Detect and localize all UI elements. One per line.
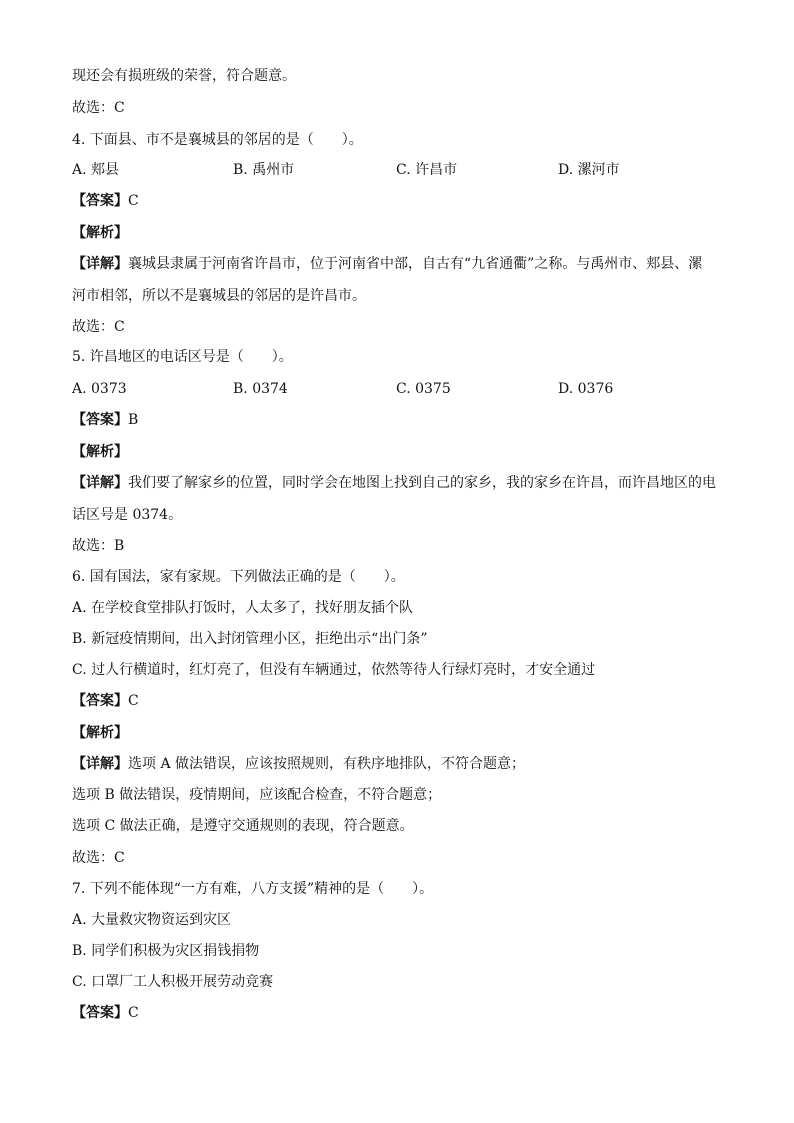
q6-option-b: B. 新冠疫情期间，出入封闭管理小区，拒绝出示“出门条” <box>72 631 428 647</box>
q5-option-d: D. 0376 <box>558 381 614 397</box>
analysis-tag: 【解析】 <box>72 225 128 241</box>
answer-tag: 【答案】 <box>72 412 128 428</box>
text-line: 选项 C 做法正确，是遵守交通规则的表现，符合题意。 <box>72 818 414 834</box>
q4-option-d: D. 漯河市 <box>558 162 620 178</box>
question-6: 6. 国有国法，家有家规。下列做法正确的是（ ）。 <box>72 569 405 585</box>
q5-option-c: C. 0375 <box>396 381 451 397</box>
answer-line <box>72 1003 139 1023</box>
q4-option-c: C. 许昌市 <box>396 162 458 178</box>
answer-tag: 【答案】 <box>72 1005 128 1021</box>
analysis-tag: 【解析】 <box>72 725 128 741</box>
answer-tag: 【答案】 <box>72 693 128 709</box>
detail-text: 选项 A 做法错误，应该按照规则，有秩序地排队，不符合题意； <box>128 756 526 772</box>
q7-option-a: A. 大量救灾物资运到灾区 <box>72 912 232 928</box>
detail-tag: 【详解】 <box>72 756 128 772</box>
analysis-line <box>72 723 128 743</box>
q4-option-a: A. 郏县 <box>72 162 120 178</box>
text-line: 故选：C <box>72 319 125 335</box>
q7-option-c: C. 口罩厂工人积极开展劳动竞赛 <box>72 974 274 990</box>
answer-value: C <box>128 693 139 709</box>
detail-text: 我们要了解家乡的位置，同时学会在地图上找到自己的家乡，我的家乡在许昌，而许昌地区的电 <box>128 475 716 491</box>
question-5: 5. 许昌地区的电话区号是（ ）。 <box>72 349 293 365</box>
text-line: 话区号是 0374。 <box>72 507 183 523</box>
q4-option-b: B. 禹州市 <box>233 162 295 178</box>
answer-tag: 【答案】 <box>72 193 128 209</box>
text-line: 故选：C <box>72 100 125 116</box>
answer-line <box>72 410 138 430</box>
text-line: 选项 B 做法错误，疫情期间，应该配合检查，不符合题意； <box>72 787 442 803</box>
q6-option-c: C. 过人行横道时，红灯亮了，但没有车辆通过，依然等待人行绿灯亮时，才安全通过 <box>72 662 596 678</box>
answer-line <box>72 191 139 211</box>
detail-tag: 【详解】 <box>72 256 128 272</box>
q7-option-b: B. 同学们积极为灾区捐钱捐物 <box>72 943 260 959</box>
text-line: 故选：C <box>72 850 125 866</box>
detail-tag: 【详解】 <box>72 475 128 491</box>
q5-option-a: A. 0373 <box>72 381 127 397</box>
detail-line <box>72 754 525 774</box>
analysis-line <box>72 442 128 462</box>
answer-value: C <box>128 1005 139 1021</box>
text-line: 河市相邻，所以不是襄城县的邻居的是许昌市。 <box>72 288 366 304</box>
q5-option-b: B. 0374 <box>233 381 288 397</box>
answer-value: B <box>128 412 139 428</box>
analysis-tag: 【解析】 <box>72 444 128 460</box>
text-line: 现还会有损班级的荣誉，符合题意。 <box>72 68 296 84</box>
detail-text: 襄城县隶属于河南省许昌市，位于河南省中部，自古有“九省通衢”之称。与禹州市、郏县、漯 <box>128 256 703 272</box>
answer-value: C <box>128 193 139 209</box>
q6-option-a: A. 在学校食堂排队打饭时，人太多了，找好朋友插个队 <box>72 600 414 616</box>
question-7: 7. 下列不能体现“一方有难，八方支援”精神的是（ ）。 <box>72 881 434 897</box>
detail-line <box>72 254 702 274</box>
answer-line <box>72 691 139 711</box>
analysis-line <box>72 223 128 243</box>
text-line: 故选：B <box>72 538 125 554</box>
question-4: 4. 下面县、市不是襄城县的邻居的是（ ）。 <box>72 132 363 148</box>
detail-line <box>72 473 716 493</box>
